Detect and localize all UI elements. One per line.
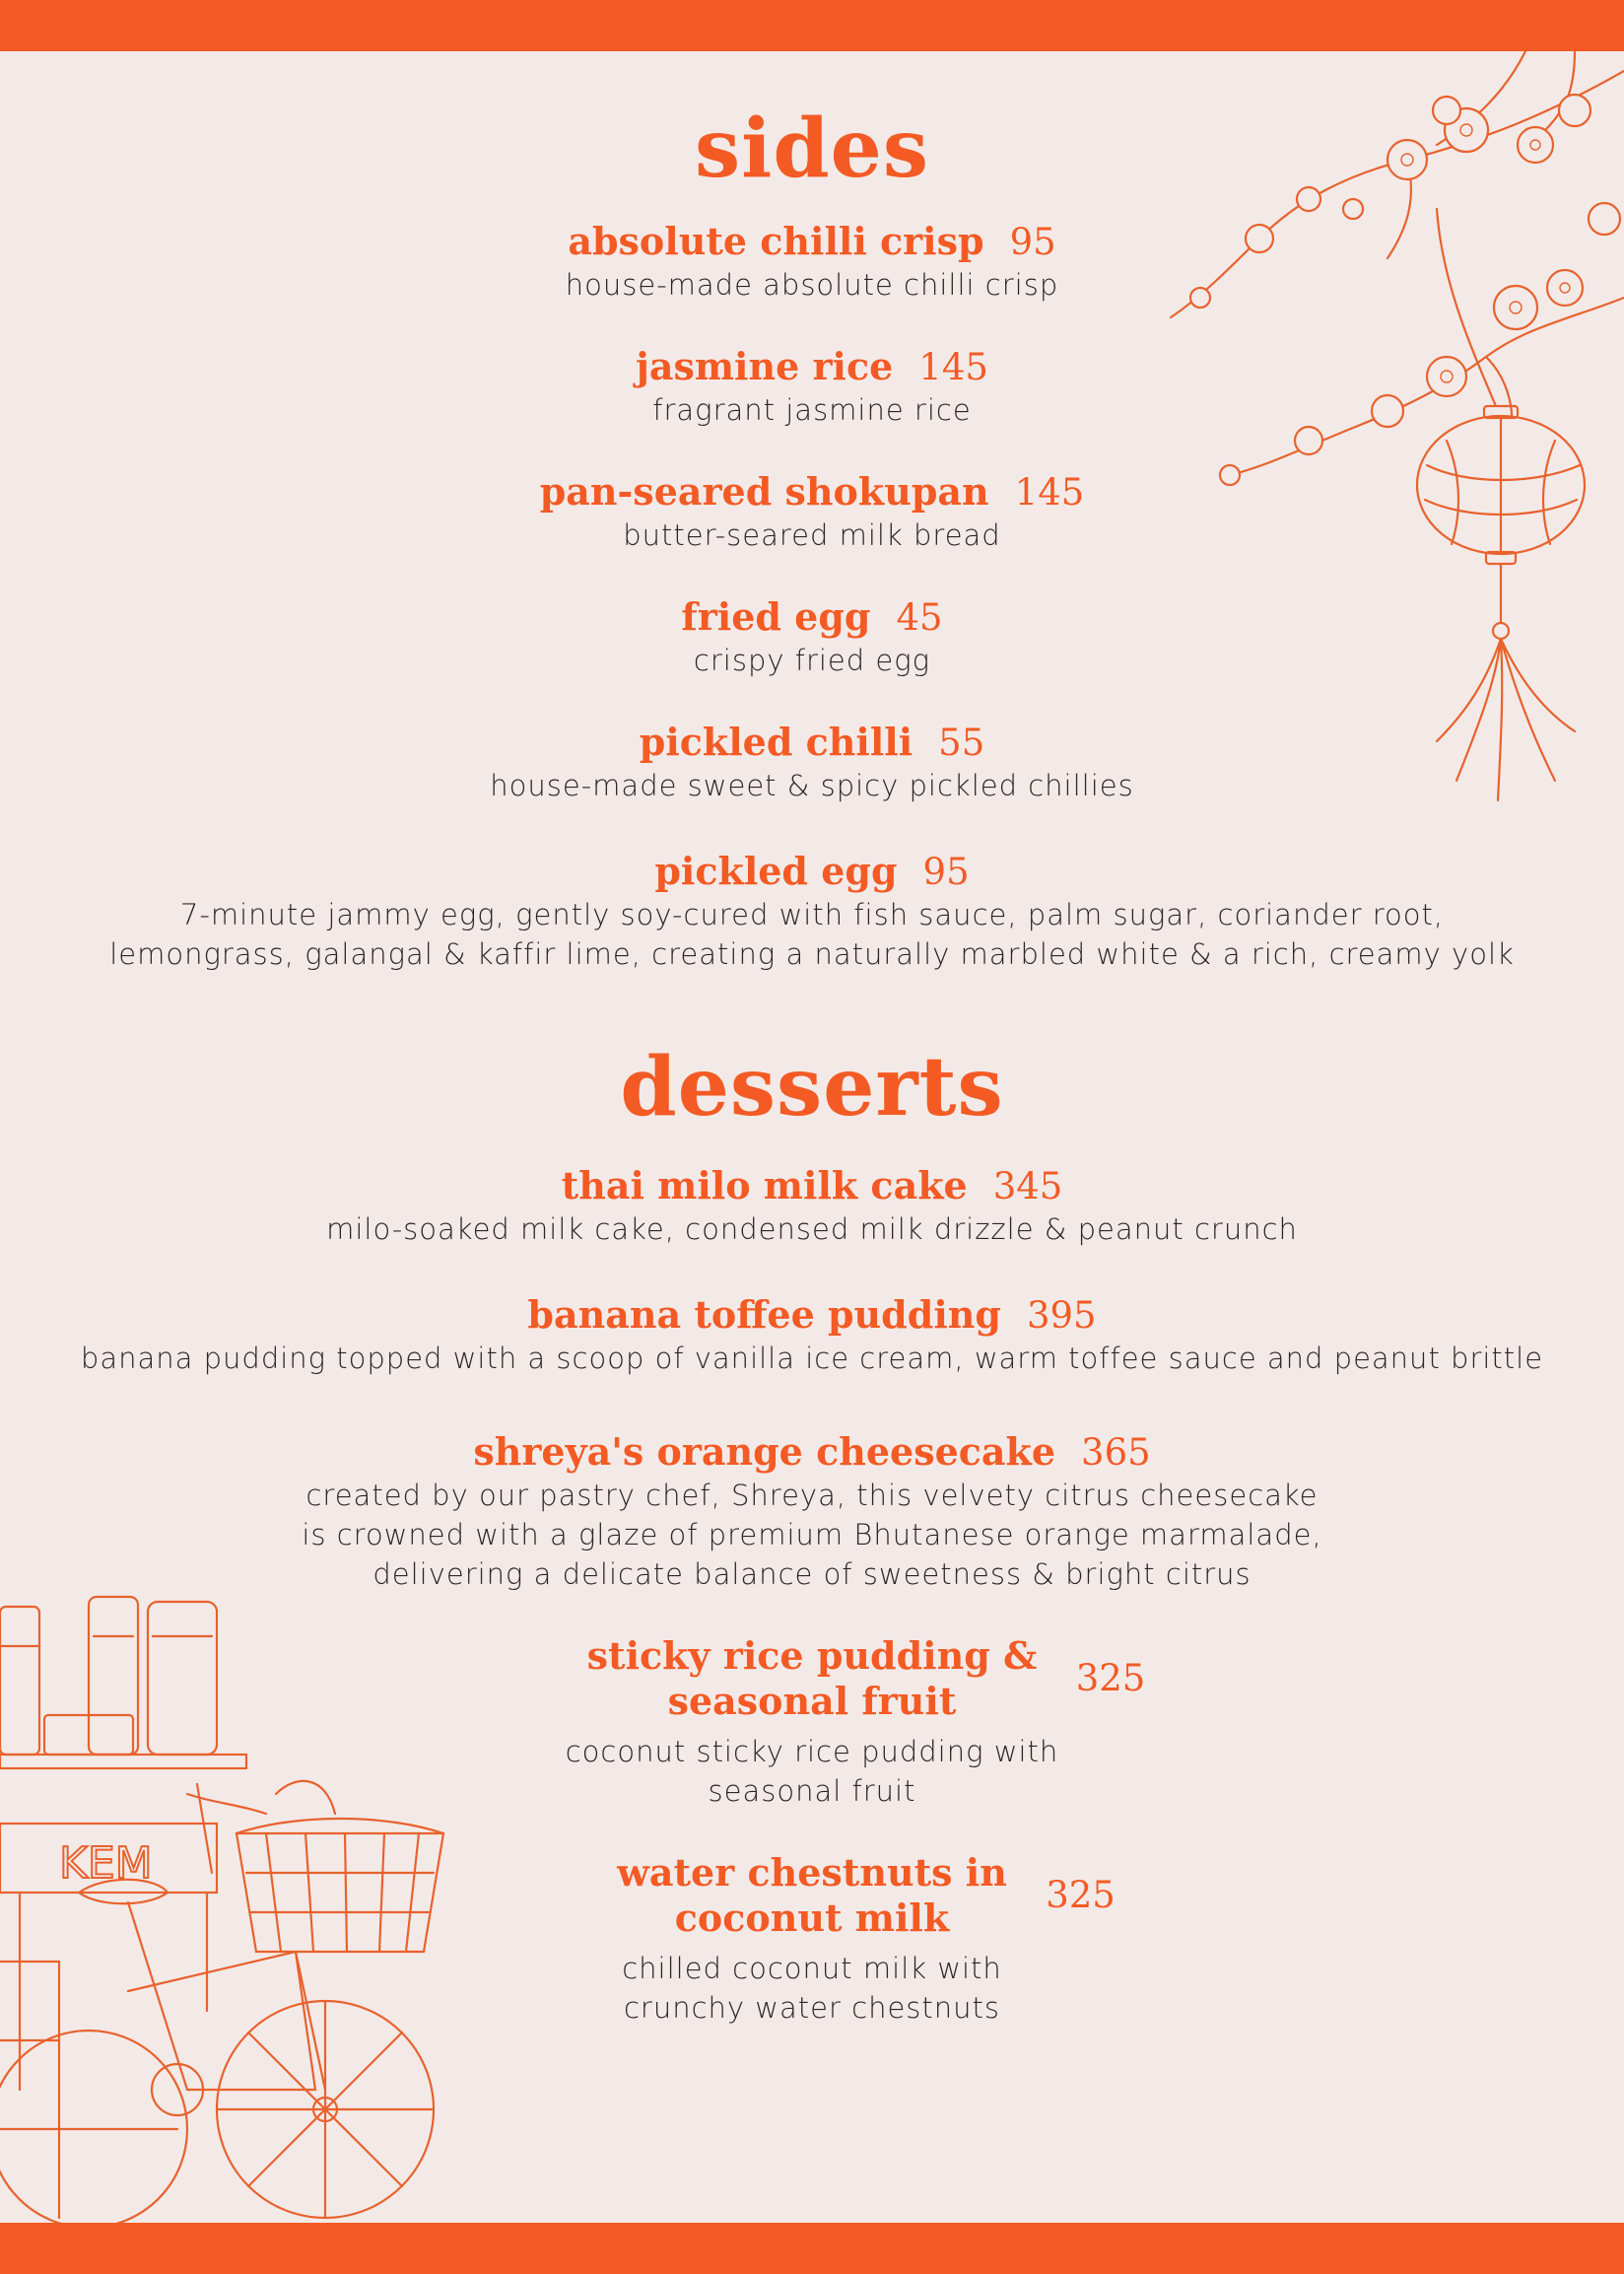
menu-item: [49, 849, 1575, 974]
item-name: pickled chilli: [639, 720, 914, 764]
item-description-line: 7-minute jammy egg, gently soy-cured with fish sauce, palm sugar, coriander root,: [179, 898, 1445, 931]
item-description-line: seasonal fruit: [708, 1774, 916, 1808]
top-accent-bar: [0, 0, 1624, 51]
menu-item: [49, 469, 1575, 555]
item-description: fragrant jasmine rice: [652, 393, 972, 427]
item-name: pan-seared shokupan: [539, 469, 989, 514]
menu-item: [49, 594, 1575, 680]
menu-item: [49, 1429, 1575, 1594]
item-description: milo-soaked milk cake, condensed milk drizzle & peanut crunch: [326, 1212, 1298, 1246]
item-name-line: sticky rice pudding &: [586, 1633, 1038, 1678]
item-price: 145: [1014, 471, 1085, 514]
item-name: shreya's orange cheesecake: [473, 1429, 1056, 1474]
menu-item: [49, 720, 1575, 805]
item-price: 365: [1081, 1431, 1151, 1474]
svg-text:KEM: KEM: [59, 1838, 153, 1889]
item-name: pickled egg: [654, 849, 898, 893]
item-price: 95: [922, 851, 970, 893]
item-price: 345: [992, 1165, 1063, 1207]
menu-content: [49, 102, 1575, 2028]
item-description-line: created by our pastry chef, Shreya, this velvety citrus cheesecake: [305, 1479, 1319, 1512]
item-price: 395: [1026, 1294, 1097, 1337]
item-price: 45: [896, 596, 943, 639]
item-name-line: water chestnuts in: [617, 1850, 1007, 1895]
menu-item: [49, 1292, 1575, 1378]
item-description-line: delivering a delicate balance of sweetness & bright citrus: [372, 1557, 1252, 1591]
item-price: 55: [938, 722, 985, 764]
item-description: crispy fried egg: [693, 644, 931, 677]
bottom-accent-bar: [0, 2223, 1624, 2274]
item-description-line: lemongrass, galangal & kaffir lime, creating a naturally marbled white & a rich, creamy yolk: [109, 937, 1515, 971]
menu-item: [49, 344, 1575, 430]
item-price: 325: [1075, 1657, 1146, 1699]
menu-item: [49, 1163, 1575, 1249]
item-name-line: coconut milk: [674, 1895, 950, 1940]
item-description: house-made absolute chilli crisp: [565, 268, 1059, 302]
item-name: absolute chilli crisp: [568, 219, 984, 263]
menu-item: [49, 1633, 1575, 1811]
item-description-line: is crowned with a glaze of premium Bhutanese orange marmalade,: [302, 1518, 1322, 1551]
item-description-line: chilled coconut milk with: [622, 1952, 1002, 1985]
item-description-line: crunchy water chestnuts: [623, 1991, 1001, 2025]
sides-heading: sides: [695, 102, 929, 196]
item-description-line: coconut sticky rice pudding with: [565, 1735, 1059, 1768]
item-price: 145: [918, 346, 988, 388]
item-name: banana toffee pudding: [527, 1292, 1001, 1337]
item-price: 95: [1009, 221, 1056, 263]
item-description: banana pudding topped with a scoop of vanilla ice cream, warm toffee sauce and peanut brittle: [80, 1342, 1544, 1375]
item-price: 325: [1046, 1874, 1116, 1916]
item-description: house-made sweet & spicy pickled chillies: [490, 769, 1134, 802]
menu-item: [49, 219, 1575, 305]
item-name: thai milo milk cake: [561, 1163, 968, 1207]
desserts-heading: desserts: [620, 1040, 1004, 1135]
menu-item: [49, 1850, 1575, 2028]
item-description: butter-seared milk bread: [623, 518, 1001, 552]
item-name: jasmine rice: [636, 344, 894, 388]
item-name: fried egg: [681, 594, 871, 639]
item-name-line: seasonal fruit: [667, 1679, 957, 1723]
